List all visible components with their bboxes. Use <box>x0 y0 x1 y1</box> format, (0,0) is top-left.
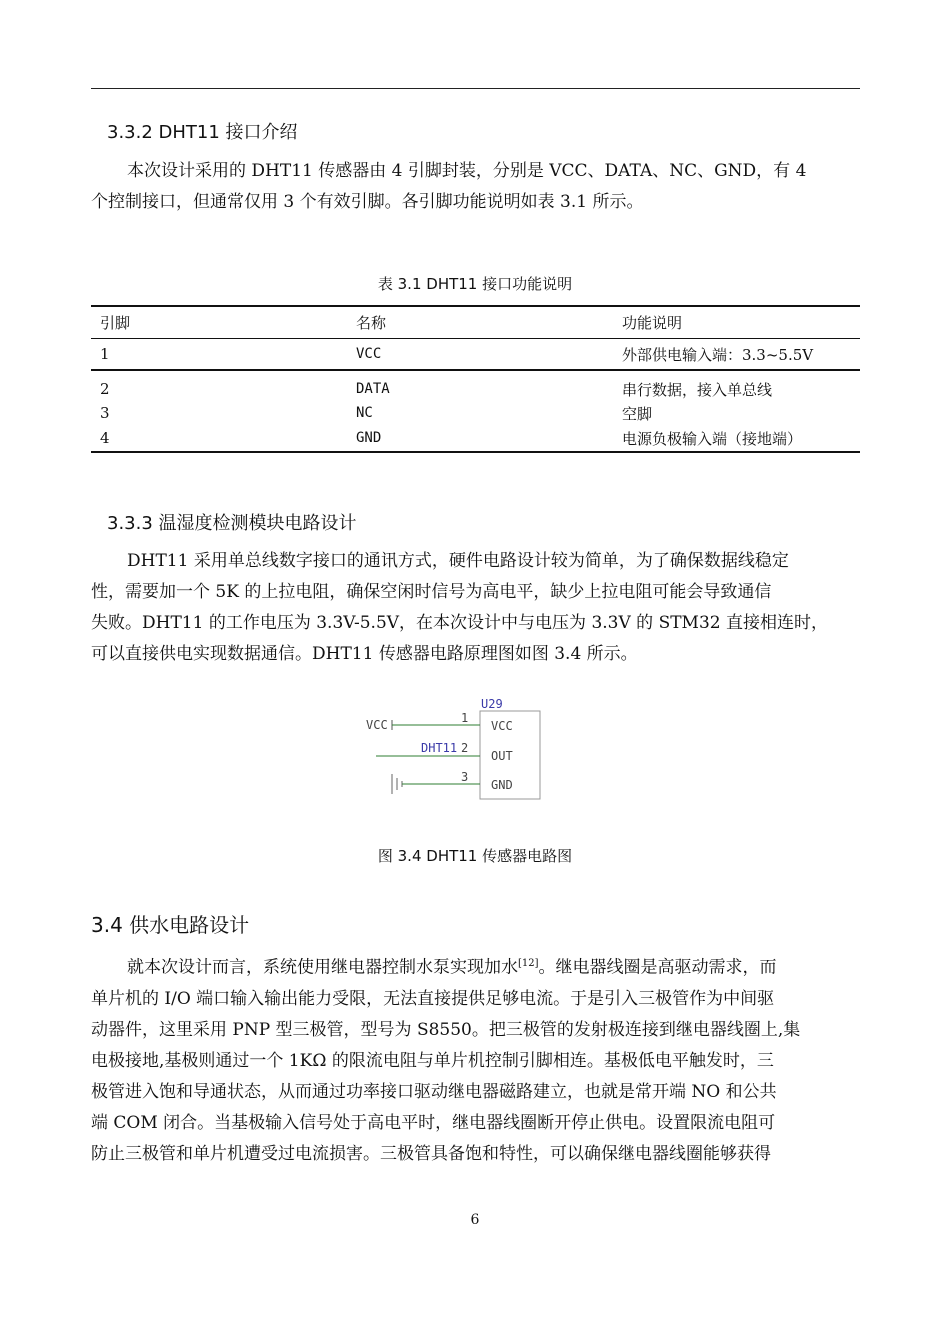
text-line: 单片机的 I/O 端口输入输出能力受限，无法直接提供足够电流。于是引入三极管作为中间驱 <box>91 988 775 1009</box>
table-cell: DATA <box>356 381 390 397</box>
header-rule <box>91 88 860 89</box>
text-line: 本次设计采用的 DHT11 传感器由 4 引脚封装，分别是 VCC、DATA、NC、GND，有 4 <box>127 161 807 181</box>
table-caption: 表 3.1 DHT11 接口功能说明 <box>377 275 573 293</box>
text-line: 极管进入饱和导通状态，从而通过功率接口驱动继电器磁路建立，也就是常开端 NO 和公共 <box>91 1081 777 1102</box>
pin-name-out: OUT <box>491 749 513 763</box>
page-number: 6 <box>470 1212 480 1228</box>
citation-12: [12] <box>518 958 539 969</box>
dht11-schematic <box>360 696 560 806</box>
table-cell: GND <box>347 425 613 452</box>
table-cell: 外部供电输入端：3.3~5.5V <box>613 339 860 371</box>
paragraph-circuit-design <box>91 546 860 670</box>
text-line: 失败。DHT11 的工作电压为 3.3V-5.5V，在本次设计中与电压为 3.3V 的 STM32 直接相连时， <box>91 613 828 633</box>
designator-label: U29 <box>481 697 503 711</box>
table-row <box>91 370 860 401</box>
pin-name-gnd: GND <box>491 778 513 792</box>
table-header-row <box>91 306 860 339</box>
figure-caption: 图 3.4 DHT11 传感器电路图 <box>377 847 573 865</box>
section-heading-3-4: 3.4 供水电路设计 <box>91 913 250 937</box>
text-line: 动器件，这里采用 PNP 型三极管，型号为 S8550。把三极管的发射极连接到继电器线圈上,集 <box>91 1019 801 1040</box>
table-cell: 3 <box>100 404 110 422</box>
table-cell: NC <box>356 405 373 421</box>
text-line <box>91 948 860 984</box>
table-cell: 电源负极输入端（接地端） <box>613 425 860 452</box>
column-header-name: 名称 <box>347 306 613 339</box>
table-cell: 4 <box>91 425 347 452</box>
paragraph-water-supply <box>91 948 860 1170</box>
table-cell: 串行数据，接入单总线 <box>622 380 773 399</box>
pin-number-1: 1 <box>461 711 469 725</box>
text-run: 。继电器线圈是高驱动需求，而 <box>538 957 777 978</box>
table-cell: 2 <box>100 380 110 398</box>
text-line: 防止三极管和单片机遭受过电流损害。三极管具备饱和特性，可以确保继电器线圈能够获得 <box>91 1143 771 1164</box>
section-heading-3-3-2: 3.3.2 DHT11 接口介绍 <box>107 122 298 143</box>
table-row <box>91 401 860 425</box>
table-cell: 空脚 <box>622 404 653 423</box>
net-label-dht11: DHT11 <box>421 741 458 755</box>
text-line: 个控制接口，但通常仅用 3 个有效引脚。各引脚功能说明如表 3.1 所示。 <box>91 192 644 212</box>
text-run: 就本次设计而言，系统使用继电器控制水泵实现加水 <box>127 957 518 978</box>
paragraph-dht11-interface <box>91 156 860 218</box>
text-line: 可以直接供电实现数据通信。DHT11 传感器电路原理图如图 3.4 所示。 <box>91 644 638 664</box>
text-line: DHT11 采用单总线数字接口的通讯方式，硬件电路设计较为简单，为了确保数据线稳定 <box>127 551 789 571</box>
table-row <box>91 339 860 371</box>
text-line: 端 COM 闭合。当基极输入信号处于高电平时，继电器线圈断开停止供电。设置限流电阻可 <box>91 1112 776 1133</box>
table-row <box>91 425 860 452</box>
column-header-function: 功能说明 <box>613 306 860 339</box>
net-label-vcc: VCC <box>366 718 388 732</box>
text-line: 性，需要加一个 5K 的上拉电阻，确保空闲时信号为高电平，缺少上拉电阻可能会导致通信 <box>91 582 772 602</box>
text-line: 电极接地,基极则通过一个 1KΩ 的限流电阻与单片机控制引脚相连。基极低电平触发时，三 <box>91 1050 774 1071</box>
section-heading-3-3-3: 3.3.3 温湿度检测模块电路设计 <box>107 513 357 534</box>
pin-name-vcc: VCC <box>491 719 513 733</box>
table-cell: 1 <box>91 339 347 371</box>
table-cell: VCC <box>347 339 613 371</box>
column-header-pin: 引脚 <box>91 306 347 339</box>
pin-number-2: 2 <box>461 741 469 755</box>
ground-symbol <box>392 774 402 794</box>
pin-function-table <box>91 305 860 453</box>
pin-number-3: 3 <box>461 770 469 784</box>
